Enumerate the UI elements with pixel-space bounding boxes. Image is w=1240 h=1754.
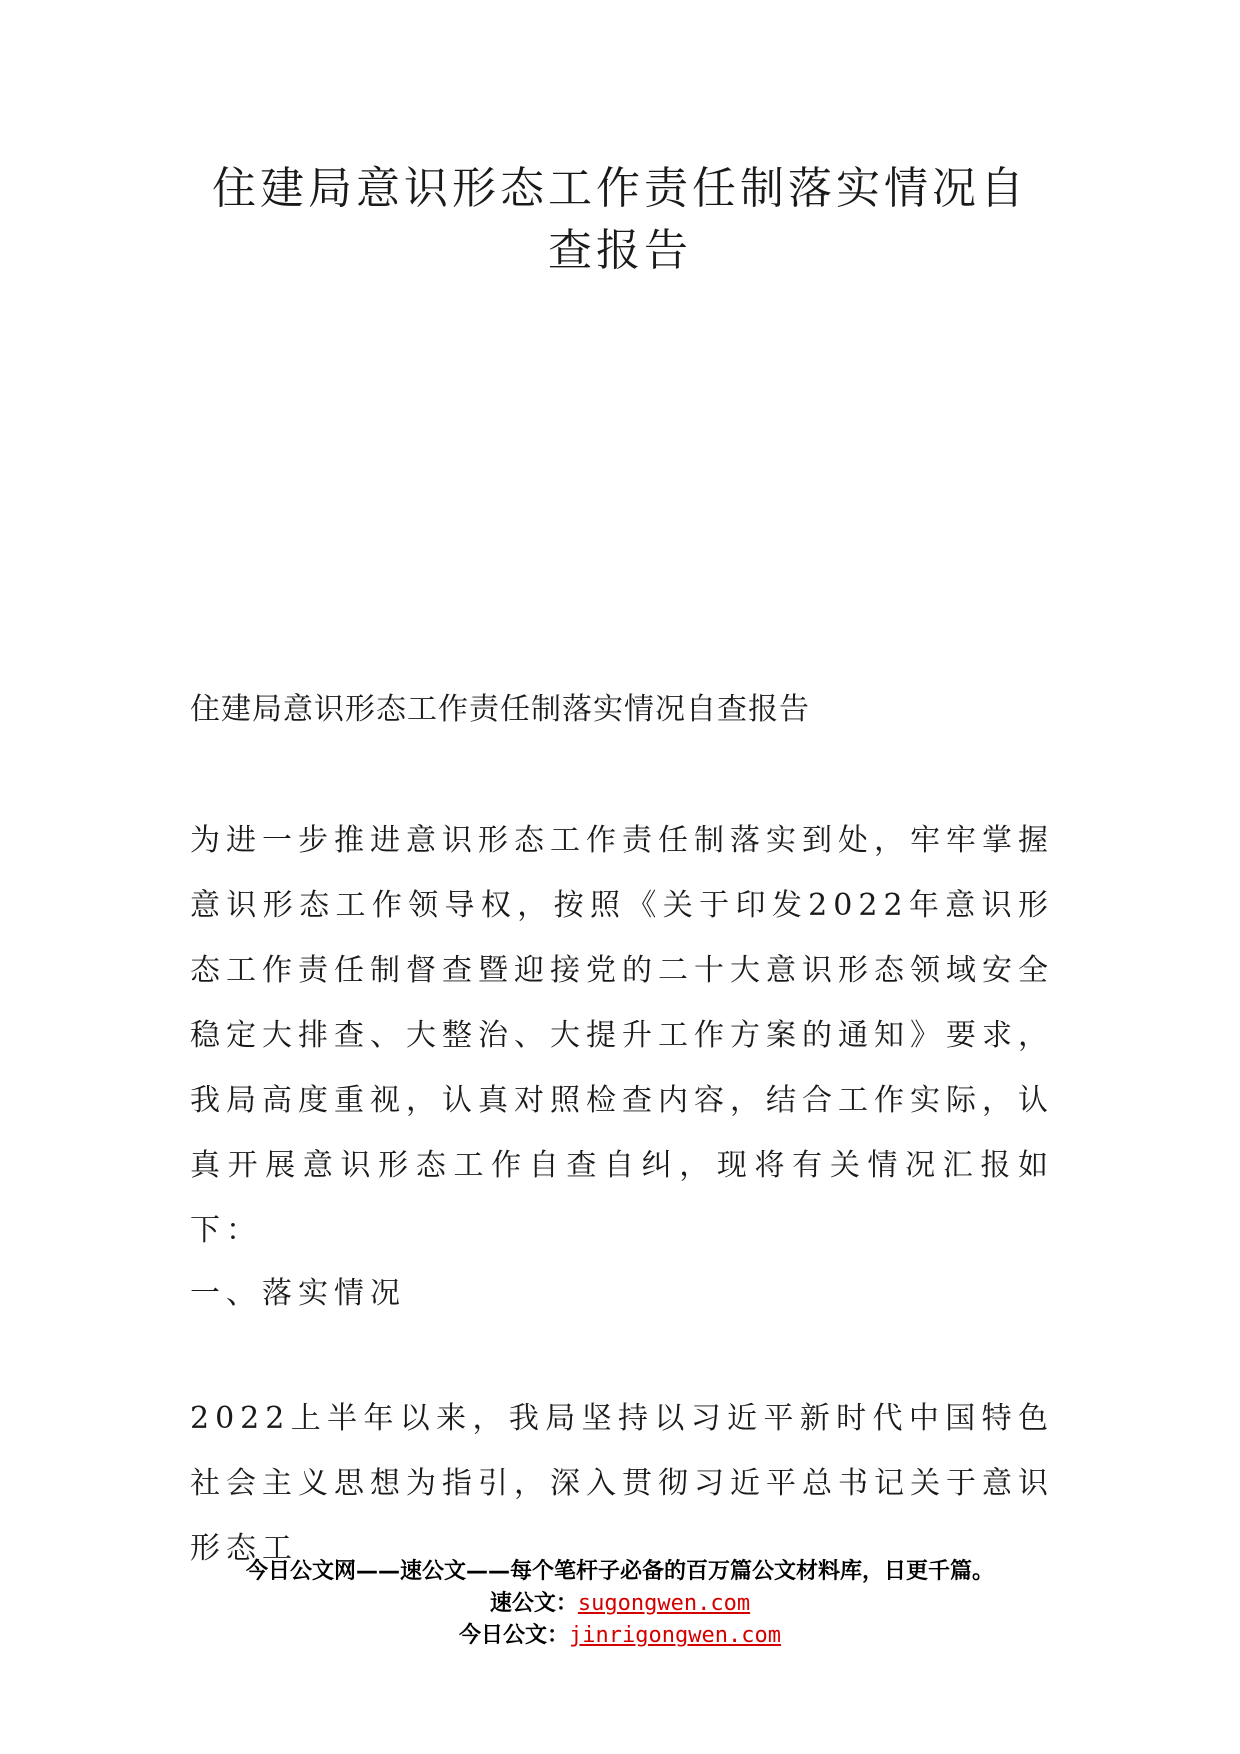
footer-link-line-1 (0, 1588, 1240, 1620)
section-heading: 一、落实情况 (190, 1276, 406, 1311)
body-paragraph: 2022上半年以来，我局坚持以习近平新时代中国特色社会主义思想为指引，深入贯彻习近平总书记关于意识形态工 (190, 1401, 1054, 1566)
document-title: 住建局意识形态工作责任制落实情况自查报告 (212, 163, 1028, 276)
sugongwen-link[interactable]: sugongwen.com (577, 1591, 751, 1616)
footer-link2-label: 今日公文： (459, 1623, 570, 1648)
jinrigongwen-link[interactable]: jinrigongwen.com (569, 1623, 781, 1648)
intro-paragraph: 为进一步推进意识形态工作责任制落实到处，牢牢掌握意识形态工作领导权，按照《关于印发2022年意识形态工作责任制督查暨迎接党的二十大意识形态领域安全稳定大排查、大整治、大提升工作方案的通知》要求，我局高度重视，认真对照检查内容，结合工作实际，认真开展意识形态工作自查自纠，现将有关情况汇报如下： (190, 823, 1054, 1248)
document-subtitle: 住建局意识形态工作责任制落实情况自查报告 (190, 692, 810, 727)
footer-link-line-2 (0, 1620, 1240, 1652)
footer-link1-label: 速公文： (489, 1591, 578, 1616)
footer-tagline: 今日公文网——速公文——每个笔杆子必备的百万篇公文材料库，日更千篇。 (245, 1559, 994, 1584)
footer (0, 1556, 1240, 1652)
